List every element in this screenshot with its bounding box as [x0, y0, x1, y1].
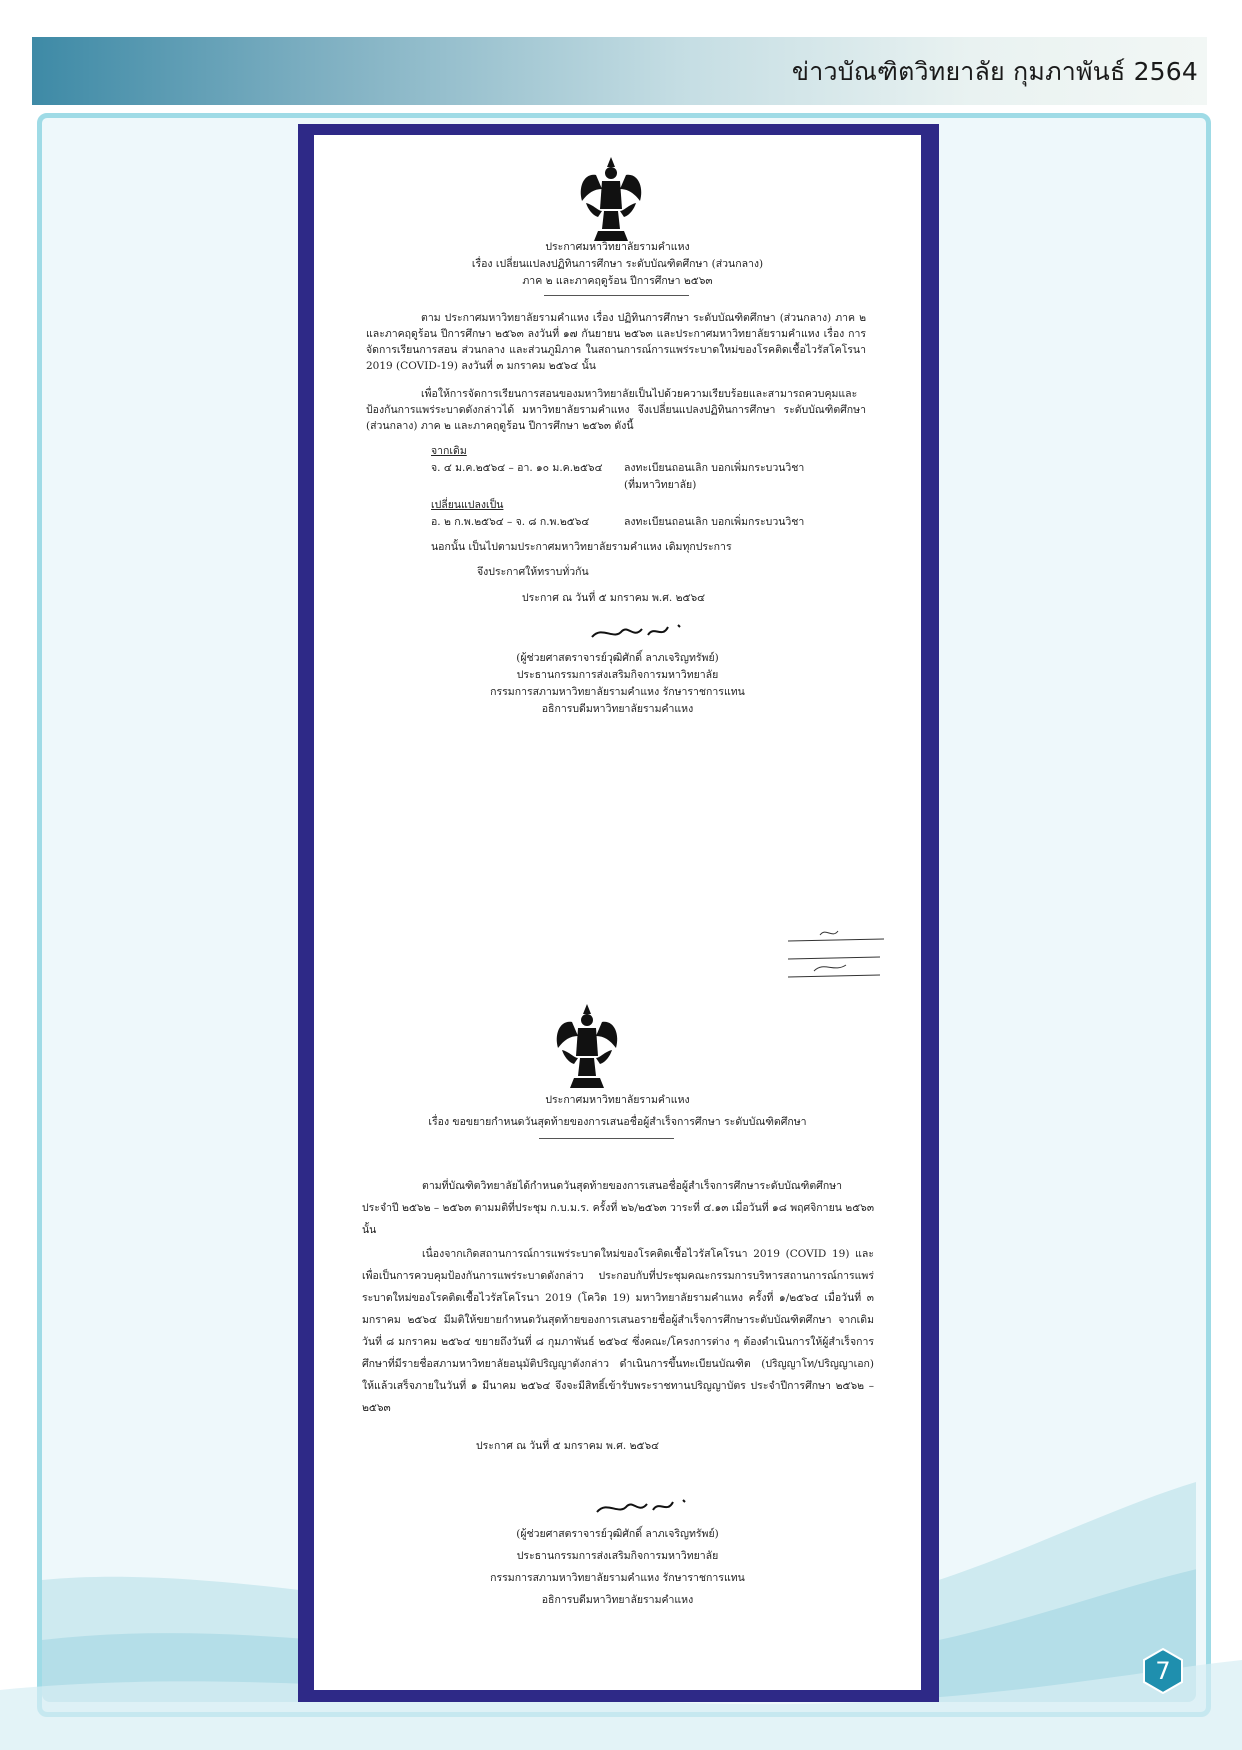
doc1-orig-label: จากเดิม	[431, 445, 467, 457]
doc1-role-1: ประธานกรรมการส่งเสริมกิจการมหาวิทยาลัย	[516, 669, 719, 681]
doc2-signature	[589, 1490, 699, 1520]
doc2-paragraph-2: เนื่องจากเกิดสถานการณ์การแพร่ระบาดใหม่ของโรคติดเชื้อไวรัสโคโรนา 2019 (COVID 19) และเพื่อเป็นการควบคุมป้องกันการแพร่ระบาดดังกล่าว ประกอบกับที่ประชุมคณะกรรมการบริหารสถานการณ์การแพร่ระบาดใหม่ของโรคติดเชื้อไวรัสโคโรนา 2019 (โควิด 19) มหาวิทยาลัยรามคำแหง ครั้งที่ ๑/๒๕๖๔ เมื่อวันที่ ๓ มกราคม ๒๕๖๔ มีมติให้ขยายกำหนดวันสุดท้ายของการเสนอรายชื่อผู้สำเร็จการศึกษาระดับบัณฑิตศึกษา จากเดิมวันที่ ๘ มกราคม ๒๕๖๔ ขยายถึงวันที่ ๘ กุมภาพันธ์ ๒๕๖๔ ซึ่งคณะ/โครงการต่าง ๆ ต้องดำเนินการให้ผู้สำเร็จการศึกษาที่มีรายชื่อสภามหาวิทยาลัยอนุมัติปริญญาดังกล่าว ดำเนินการขึ้นทะเบียนบัณฑิต (ปริญญาโท/ปริญญาเอก) ให้แล้วเสร็จภายในวันที่ ๑ มีนาคม ๒๕๖๔ จึงจะมีสิทธิ์เข้ารับพระราชทานปริญญาบัตร ประจำปีการศึกษา ๒๕๖๒ – ๒๕๖๓	[362, 1248, 874, 1414]
garuda-emblem	[552, 1000, 622, 1090]
doc1-paragraph-1: ตาม ประกาศมหาวิทยาลัยรามคำแหง เรื่อง ปฏิทินการศึกษา ระดับบัณฑิตศึกษา (ส่วนกลาง) ภาค ๒ และภาคฤดูร้อน ปีการศึกษา ๒๕๖๓ ลงวันที่ ๑๗ กันยายน ๒๕๖๓ และประกาศมหาวิทยาลัยรามคำแหง เรื่อง การจัดการเรียนการสอน ส่วนกลาง และส่วนภูมิภาค ในสถานการณ์การแพร่ระบาดใหม่ของโรคติดเชื้อไวรัสโคโรนา 2019 (COVID-19) ลงวันที่ ๓ มกราคม ๒๕๖๔ นั้น	[366, 312, 866, 372]
doc1-change-label: เปลี่ยนแปลงเป็น	[431, 499, 504, 511]
doc1-change-date: อ. ๒ ก.พ.๒๕๖๔ – จ. ๘ ก.พ.๒๕๖๔	[431, 516, 590, 528]
doc1-signature	[584, 615, 694, 645]
doc1-subject: เรื่อง เปลี่ยนแปลงปฏิทินการศึกษา ระดับบัณฑิตศึกษา (ส่วนกลาง)	[471, 258, 764, 270]
garuda-emblem	[576, 153, 646, 243]
doc1-orig-desc-2: (ที่มหาวิทยาลัย)	[624, 479, 697, 491]
doc1-role-2: กรรมการสภามหาวิทยาลัยรามคำแหง รักษาราชการแทน	[490, 686, 745, 698]
header-title: ข่าวบัณฑิตวิทยาลัย กุมภาพันธ์ 2564	[791, 57, 1198, 86]
doc2-role-1: ประธานกรรมการส่งเสริมกิจการมหาวิทยาลัย	[516, 1550, 719, 1562]
doc1-orig-date: จ. ๔ ม.ค.๒๕๖๔ – อา. ๑๐ ม.ค.๒๕๖๔	[431, 462, 603, 474]
doc1-orig-desc: ลงทะเบียนถอนเลิก บอกเพิ่มกระบวนวิชา	[624, 462, 805, 474]
announcement-page-1	[314, 135, 921, 991]
doc2-paragraph-1: ตามที่บัณฑิตวิทยาลัยได้กำหนดวันสุดท้ายของการเสนอชื่อผู้สำเร็จการศึกษาระดับบัณฑิตศึกษา ประจำปี ๒๕๖๒ – ๒๕๖๓ ตามมติที่ประชุม ก.บ.ม.ร. ครั้งที่ ๒๖/๒๕๖๓ วาระที่ ๔.๑๓ เมื่อวันที่ ๑๘ พฤศจิกายน ๒๕๖๓ นั้น	[362, 1180, 874, 1236]
document-scans	[298, 124, 939, 1702]
announcement-page-2	[314, 990, 921, 1690]
doc1-other-clause: นอกนั้น เป็นไปตามประกาศมหาวิทยาลัยรามคำแหง เดิมทุกประการ	[431, 541, 732, 553]
doc1-announce: จึงประกาศให้ทราบทั่วกัน	[477, 566, 589, 578]
doc1-initials-stamp	[784, 925, 894, 985]
doc1-change-desc: ลงทะเบียนถอนเลิก บอกเพิ่มกระบวนวิชา	[624, 516, 805, 528]
doc2-role-3: อธิการบดีมหาวิทยาลัยรามคำแหง	[541, 1594, 694, 1606]
doc2-signer: (ผู้ช่วยศาสตราจารย์วุฒิศักดิ์ ลาภเจริญทรัพย์)	[516, 1528, 719, 1540]
doc2-divider	[539, 1138, 674, 1139]
doc2-heading: ประกาศมหาวิทยาลัยรามคำแหง	[545, 1094, 690, 1106]
doc2-role-2: กรรมการสภามหาวิทยาลัยรามคำแหง รักษาราชการแทน	[490, 1572, 745, 1584]
doc1-divider	[544, 295, 689, 296]
doc1-subject-line2: ภาค ๒ และภาคฤดูร้อน ปีการศึกษา ๒๕๖๓	[522, 275, 713, 287]
doc2-subject: เรื่อง ขอขยายกำหนดวันสุดท้ายของการเสนอชื่อผู้สำเร็จการศึกษา ระดับบัณฑิตศึกษา	[428, 1116, 807, 1128]
doc1-signer: (ผู้ช่วยศาสตราจารย์วุฒิศักดิ์ ลาภเจริญทรัพย์)	[516, 652, 719, 664]
page-number: 7	[1155, 1657, 1171, 1685]
doc1-heading: ประกาศมหาวิทยาลัยรามคำแหง	[545, 241, 690, 253]
doc1-dated: ประกาศ ณ วันที่ ๕ มกราคม พ.ศ. ๒๕๖๔	[522, 592, 706, 604]
doc1-paragraph-2: เพื่อให้การจัดการเรียนการสอนของมหาวิทยาลัยเป็นไปด้วยความเรียบร้อยและสามารถควบคุมและป้องกันการแพร่ระบาดดังกล่าวได้ มหาวิทยาลัยรามคำแหง จึงเปลี่ยนแปลงปฏิทินการศึกษา ระดับบัณฑิตศึกษา (ส่วนกลาง) ภาค ๒ และภาคฤดูร้อน ปีการศึกษา ๒๕๖๓ ดังนี้	[366, 388, 866, 432]
doc2-dated: ประกาศ ณ วันที่ ๕ มกราคม พ.ศ. ๒๕๖๔	[476, 1440, 660, 1452]
doc1-role-3: อธิการบดีมหาวิทยาลัยรามคำแหง	[541, 703, 694, 715]
